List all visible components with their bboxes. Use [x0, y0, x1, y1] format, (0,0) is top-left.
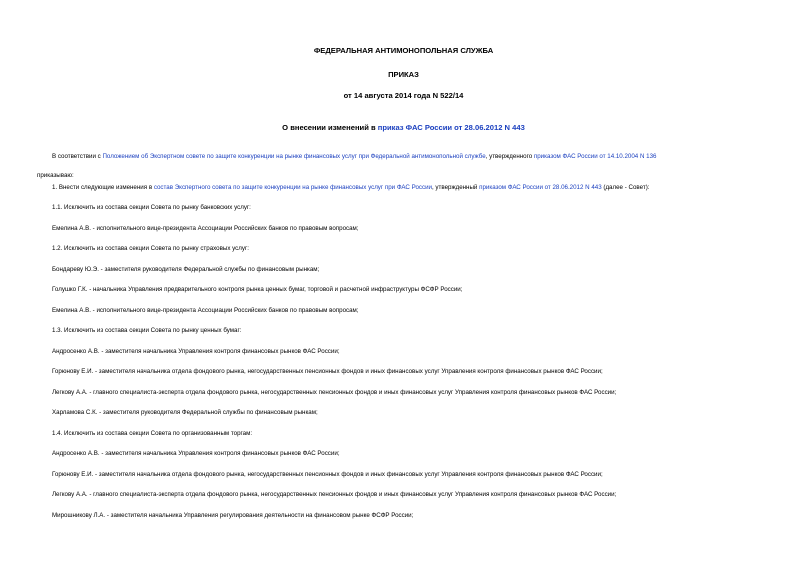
body-line: 1.2. Исключить из состава секции Совета по рынку страховых услуг: [52, 245, 249, 252]
body-line: Харламова С.К. - заместителя руководителя Федеральной службы по финансовым рынкам; [52, 409, 318, 416]
doc-type: ПРИКАЗ [388, 70, 419, 79]
body-line: Голушко Г.К. - начальника Управления предварительного контроля рынка ценных бумаг, торговой и расчетной инфраструктуры ФСФР России; [52, 286, 463, 293]
council-composition-link[interactable]: состав Экспертного совета по защите конкуренции на рынке финансовых услуг при ФАС России [153, 184, 432, 191]
subject-link[interactable]: приказ ФАС России от 28.06.2012 N 443 [377, 123, 525, 132]
intro-text-a: В соответствии с [52, 153, 103, 160]
body-line: Андросенко А.В. - заместителя начальника Управления контроля финансовых рынков ФАС России; [52, 348, 340, 355]
agency-title: ФЕДЕРАЛЬНАЯ АНТИМОНОПОЛЬНАЯ СЛУЖБА [313, 46, 494, 55]
body-line: 1.1. Исключить из состава секции Совета по рынку банковских услуг: [52, 204, 251, 211]
order-word: приказываю: [37, 172, 74, 179]
intro-text-b: , утвержденного [485, 153, 534, 160]
doc-date-number: от 14 августа 2014 года N 522/14 [343, 91, 464, 100]
regulation-link[interactable]: Положением об Экспертном совете по защите конкуренции на рынке финансовых услуг при Федеральной антимонопольной службе [102, 153, 486, 160]
body-line: 1.3. Исключить из состава секции Совета по рынку ценных бумаг: [52, 327, 242, 334]
body-line: Легкову А.А. - главного специалиста-эксперта отдела фондового рынка, негосударственных пенсионных фондов и иных финансовых услуг Управления контроля финансовых рынков ФАС России; [52, 491, 617, 498]
body-line: Горюнову Е.И. - заместителя начальника отдела фондового рынка, негосударственных пенсионных фондов и иных финансовых услуг Управления контроля финансовых рынков ФАС России; [52, 471, 603, 478]
item-1 [52, 184, 649, 192]
body-line: Емелина А.В. - исполнительного вице-президента Ассоциации Российских банков по правовым вопросам; [52, 225, 359, 232]
body-line: Легкову А.А. - главного специалиста-эксперта отдела фондового рынка, негосударственных пенсионных фондов и иных финансовых услуг Управления контроля финансовых рынков ФАС России; [52, 389, 617, 396]
item1-text-a: 1. Внести следующие изменения в [52, 184, 154, 191]
intro-paragraph [52, 153, 656, 161]
body-line: Андросенко А.В. - заместителя начальника Управления контроля финансовых рынков ФАС России; [52, 450, 340, 457]
order-136-link[interactable]: приказом ФАС России от 14.10.2004 N 136 [533, 153, 657, 160]
order-443-link[interactable]: приказом ФАС России от 28.06.2012 N 443 [479, 184, 602, 191]
body-line: Горюнову Е.И. - заместителя начальника отдела фондового рынка, негосударственных пенсионных фондов и иных финансовых услуг Управления контроля финансовых рынков ФАС России; [52, 368, 603, 375]
subject-prefix: О внесении изменений в [282, 123, 378, 132]
item1-text-c: (далее - Совет): [601, 184, 650, 191]
doc-subject [0, 123, 807, 132]
body-line: Мирошникову Л.А. - заместителя начальника Управления регулирования деятельности на финансовом рынке ФСФР России; [52, 512, 414, 519]
body-line: Емелина А.В. - исполнительного вице-президента Ассоциации Российских банков по правовым вопросам; [52, 307, 359, 314]
body-line: 1.4. Исключить из состава секции Совета по организованным торгам: [52, 430, 253, 437]
body-line: Бондареву Ю.Э. - заместителя руководителя Федеральной службы по финансовым рынкам; [52, 266, 320, 273]
item1-text-b: , утвержденный [431, 184, 480, 191]
